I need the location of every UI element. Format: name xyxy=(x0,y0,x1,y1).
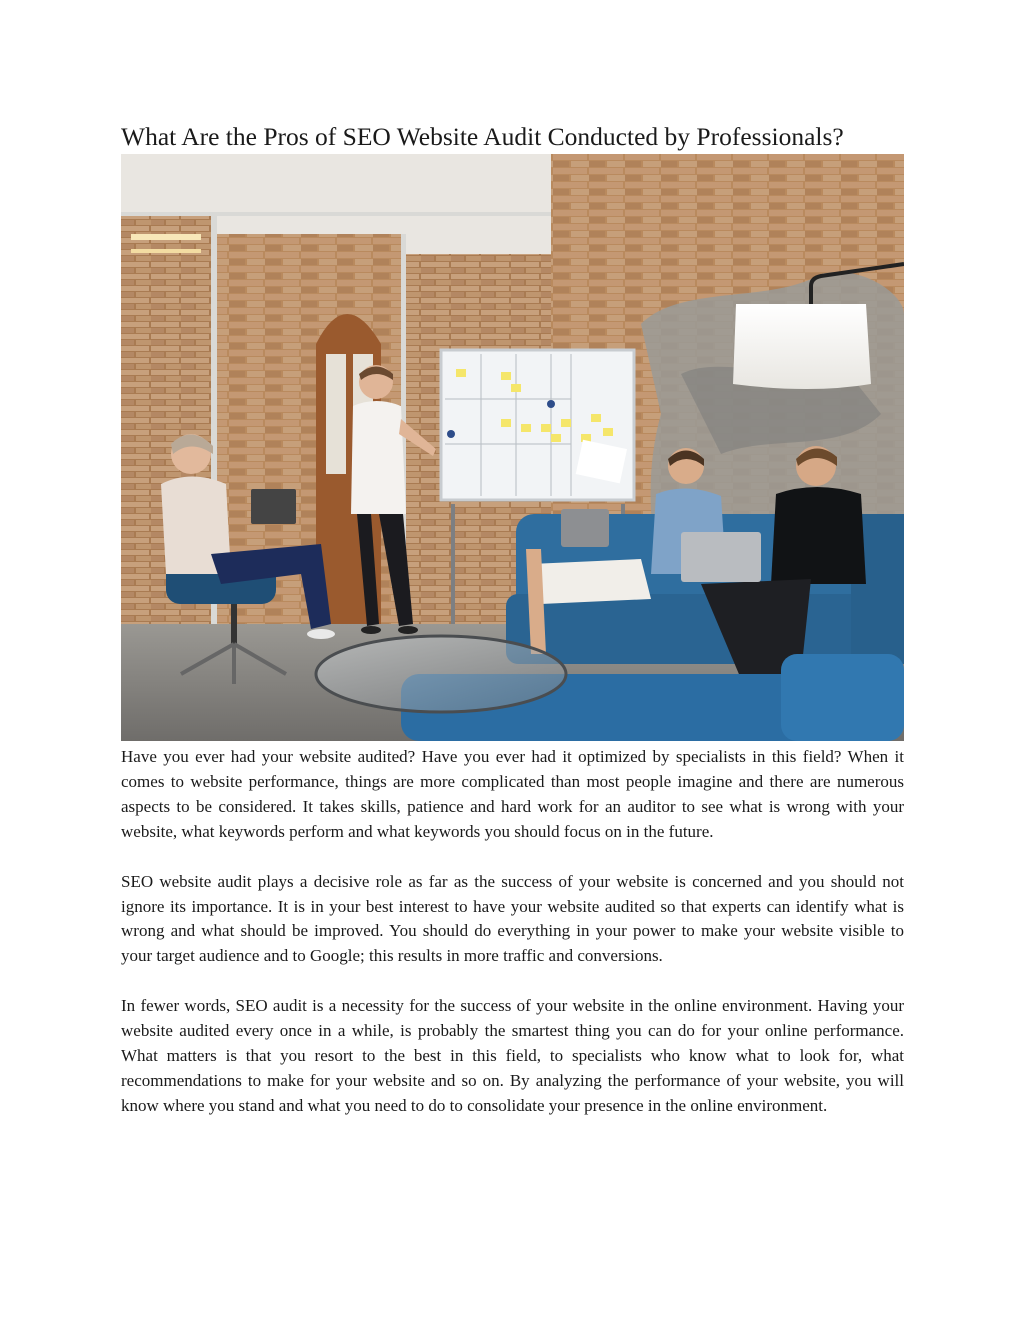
paragraph-2: SEO website audit plays a decisive role as far as the success of your website is concerned and you should not ignore its importance. It is in your best interest to have your website audited so that experts can identify what is wrong and what should be improved. You should do everything in your power to make your website visible to your target audience and to Google; this results in more traffic and conversions. xyxy=(121,871,904,966)
paragraph-3: In fewer words, SEO audit is a necessity for the success of your website in the online environment. Having your website audited every once in a while, is probably the smartest thing you can do for your online performance. What matters is that you resort to the best in this field, to specialists who know what to look for, what recommendations to make for your website and so on. By analyzing the performance of your website, you will know where you stand and what you need to do to consolidate your presence in the online environment. xyxy=(121,996,904,1115)
page-title: What Are the Pros of SEO Website Audit Conducted by Professionals? xyxy=(121,122,844,151)
hero-image xyxy=(121,154,904,741)
article-body xyxy=(121,745,904,1144)
office-meeting-photo xyxy=(121,154,904,741)
glass-coffee-table xyxy=(316,636,566,712)
paragraph-1: Have you ever had your website audited? Have you ever had it optimized by specialists in this field? When it comes to website performance, things are more complicated than most people imagine and there are numerous aspects to be considered. It takes skills, patience and hard work for an auditor to see what is wrong with your website, what keywords perform and what keywords you should focus on in the future. xyxy=(121,747,904,841)
